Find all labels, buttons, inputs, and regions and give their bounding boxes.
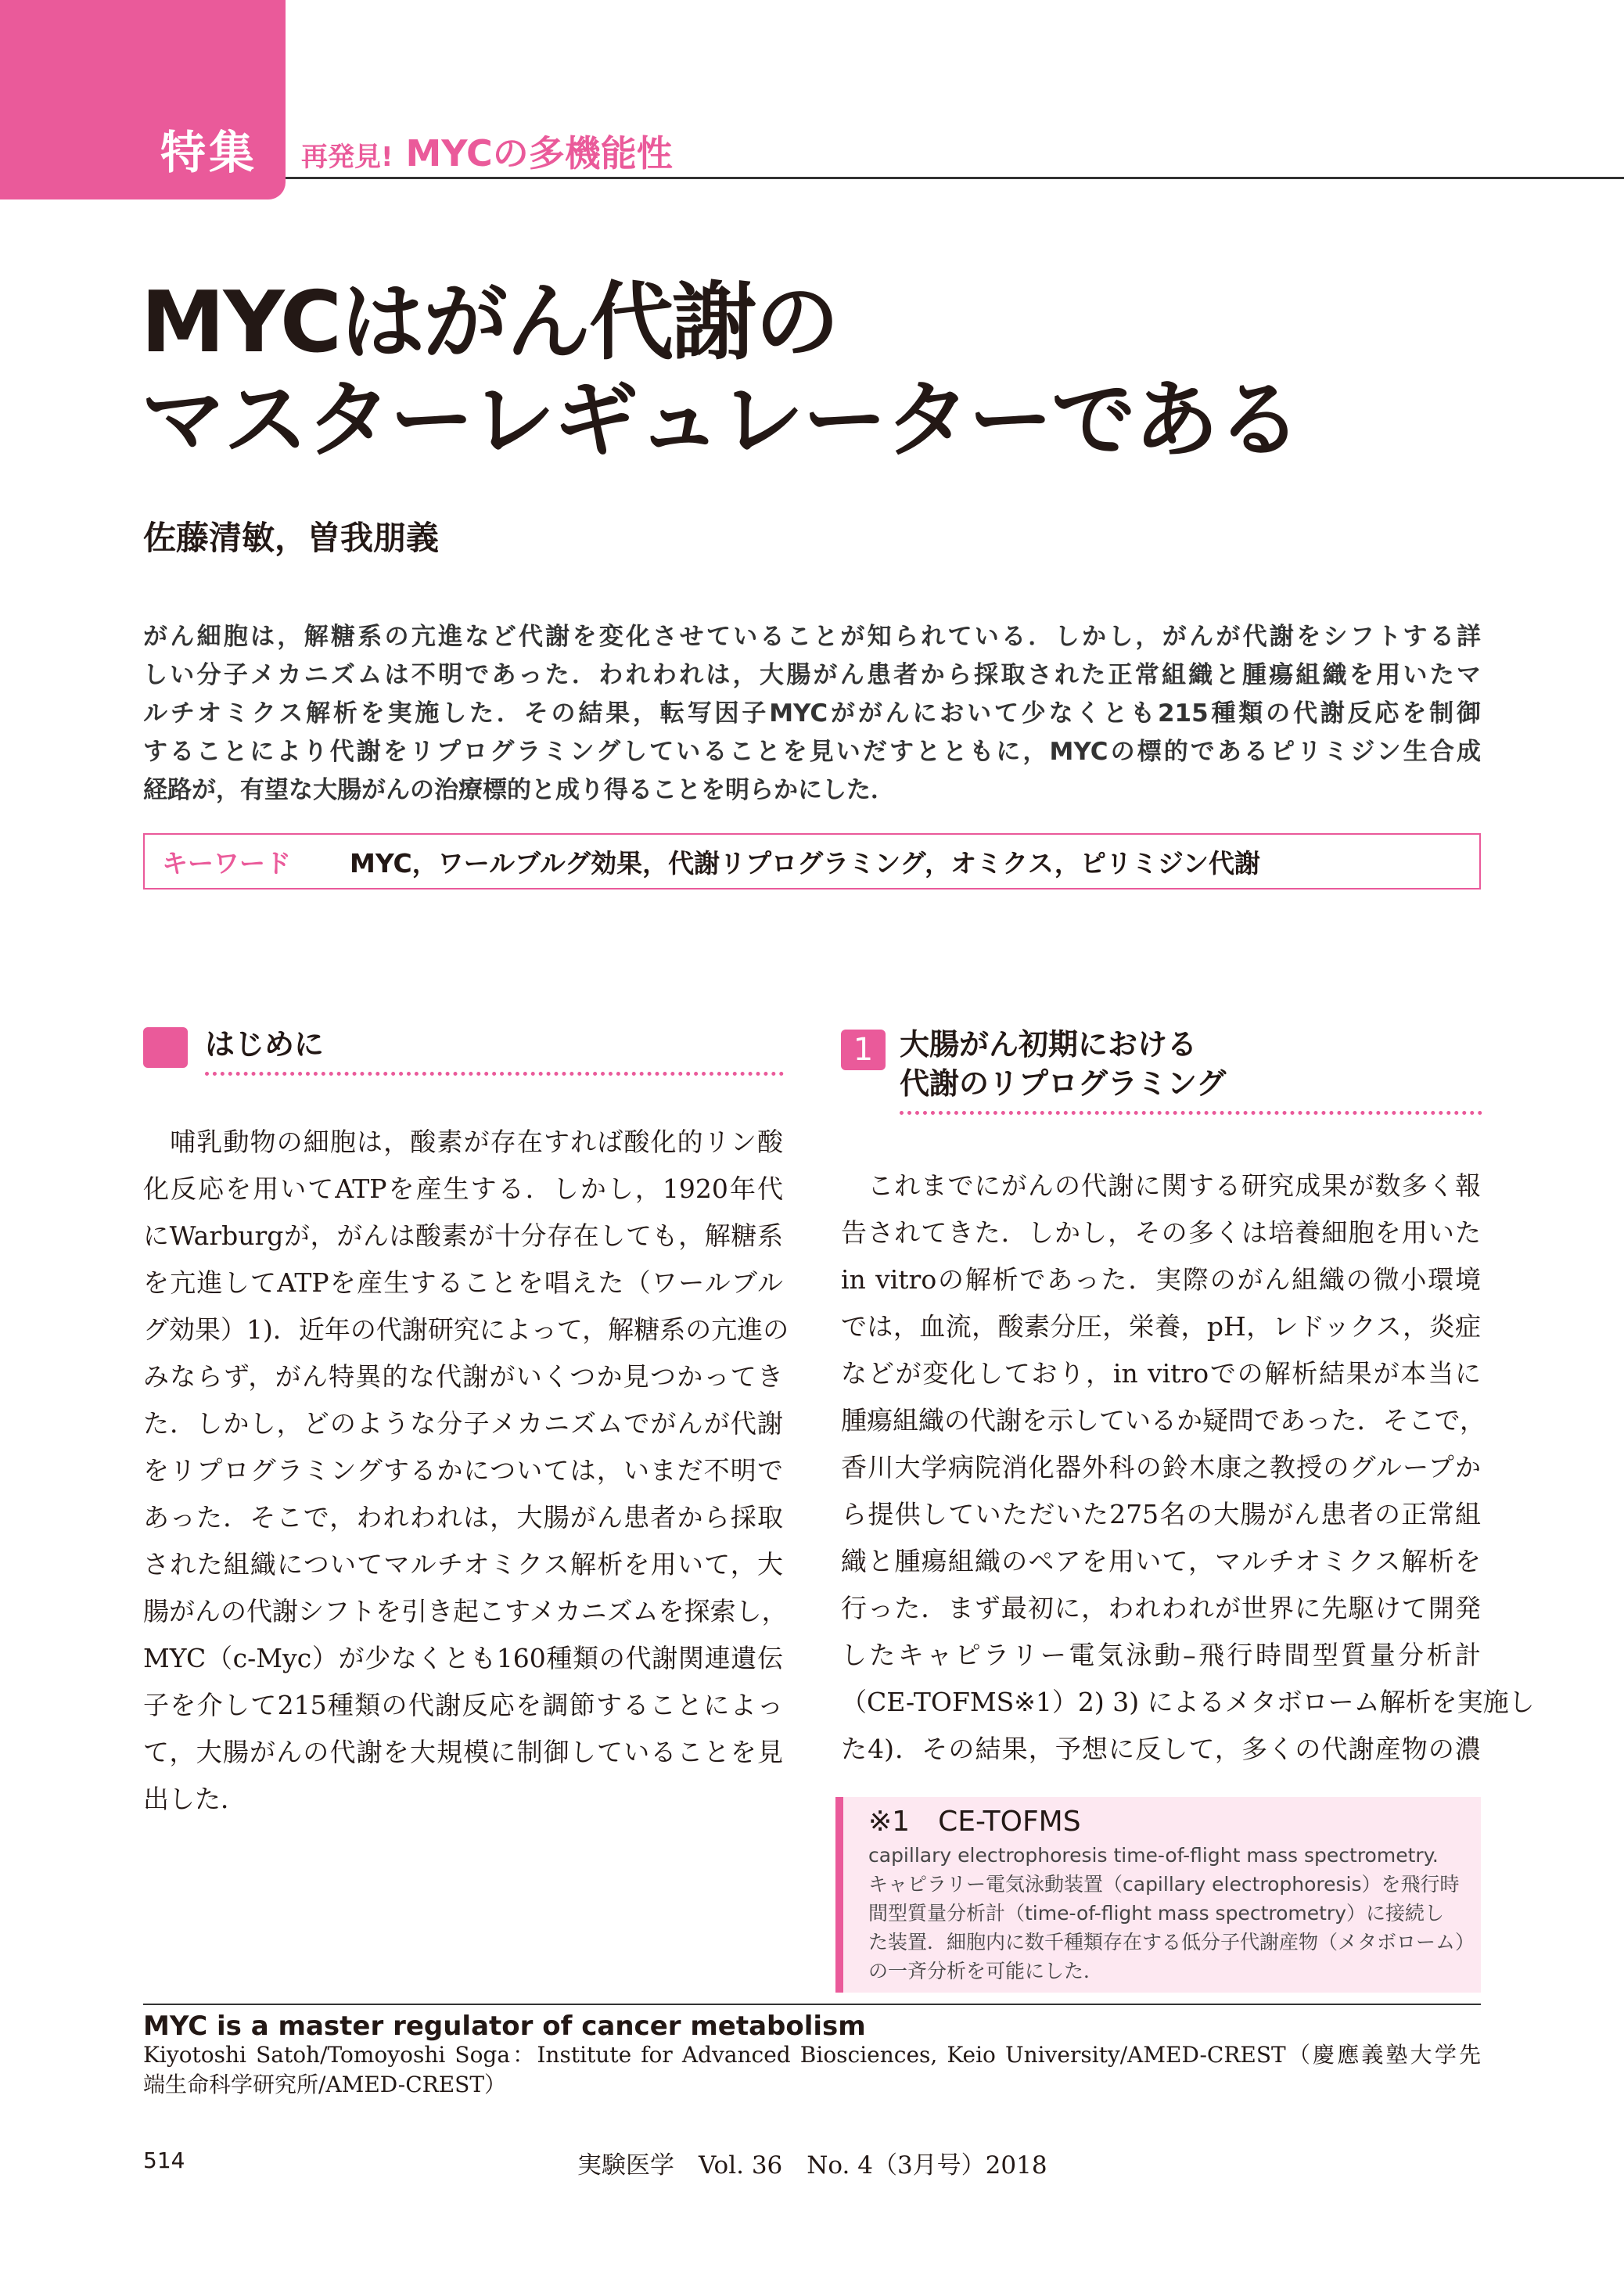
keywords-label: キーワード (162, 847, 291, 879)
body-line: では，血流，酸素分圧，栄養，pH，レドックス，炎症 (841, 1311, 1481, 1342)
footnote-line: 間型質量分析計（time-of-flight mass spectrometry）に接続し (868, 1902, 1444, 1925)
body-line: これまでにがんの代謝に関する研究成果が数多く報 (841, 1170, 1481, 1201)
body-line: グ効果）1)．近年の代謝研究によって，解糖系の亢進の (143, 1314, 789, 1345)
body-line: 化反応を用いてATPを産生する．しかし，1920年代 (143, 1173, 783, 1204)
left-column-text (143, 1119, 789, 1823)
section-heading (900, 1025, 1226, 1103)
footnote-line: capillary electrophoresis time-of-flight mass spectrometry. (868, 1844, 1439, 1867)
abstract-line: することにより代謝をリプログラミングしていることを見いだすとともに，MYCの標的であるピリミジン生合成 (143, 738, 1481, 766)
body-line: た．しかし，どのような分子メカニズムでがんが代謝 (143, 1408, 783, 1439)
body-line: ら提供していただいた275名の大腸がん患者の正常組 (841, 1499, 1481, 1529)
body-line: みならず，がん特異的な代謝がいくつか見つかってき (143, 1361, 783, 1392)
english-title: MYC is a master regulator of cancer metabolism (143, 2011, 866, 2042)
body-line: を亢進してATPを産生することを唱えた（ワールブル (143, 1267, 783, 1298)
heading-underline (900, 1111, 1482, 1115)
abstract-line: がん細胞は，解糖系の亢進など代謝を変化させていることが知られている．しかし，がんが代謝をシフトする詳 (143, 623, 1481, 651)
authors: 佐藤清敏，曽我朋義 (143, 519, 440, 557)
body-line: にWarburgが，がんは酸素が十分存在しても，解糖系 (143, 1220, 783, 1251)
keywords-text: MYC，ワールブルグ効果，代謝リプログラミング，オミクス，ピリミジン代謝 (350, 847, 1260, 879)
right-column-text (841, 1163, 1535, 1773)
footnote-line: の一斉分析を可能にした． (868, 1960, 1104, 1982)
body-line: た4)．その結果，予想に反して，多くの代謝産物の濃 (841, 1734, 1481, 1764)
affiliation-line: 端生命科学研究所/AMED-CREST） (143, 2072, 506, 2097)
body-line: MYC（c-Myc）が少なくとも160種類の代謝関連遺伝 (143, 1643, 783, 1673)
abstract-line: 経路が，有望な大腸がんの治療標的と成り得ることを明らかにした． (143, 776, 895, 804)
body-line: て，大腸がんの代謝を大規模に制御していることを見 (143, 1737, 783, 1767)
title-line: MYCはがん代謝の (141, 274, 839, 372)
section-heading: はじめに (205, 1027, 325, 1062)
divider (143, 2004, 1481, 2005)
body-line: 香川大学病院消化器外科の鈴木康之教授のグループか (841, 1452, 1481, 1483)
affiliation (143, 2040, 1481, 2100)
footnote-box (835, 1797, 1481, 1993)
footnote-line: た装置．細胞内に数千種類存在する低分子代謝産物（メタボローム） (868, 1931, 1475, 1953)
body-line: 告されてきた．しかし，その多くは培養細胞を用いた (841, 1217, 1481, 1248)
section-marker (143, 1027, 188, 1068)
body-line: 出した． (143, 1784, 246, 1814)
feature-label: 特集 (160, 126, 258, 179)
series-prefix: 再発見! (301, 142, 393, 173)
heading-underline (205, 1072, 784, 1076)
section-number: 1 (841, 1030, 886, 1070)
body-line: 行った．まず最初に，われわれが世界に先駆けて開発 (841, 1593, 1481, 1623)
footnote-body (868, 1841, 1481, 1986)
journal-info: 実験医学 Vol. 36 No. 4（3月号）2018 (577, 2151, 1047, 2180)
abstract-line: しい分子メカニズムは不明であった．われわれは，大腸がん患者から採取された正常組織と腫瘍組織を用いたマ (143, 661, 1481, 689)
series-title (301, 125, 673, 177)
heading-line: 代謝のリプログラミング (900, 1066, 1227, 1101)
body-line: 織と腫瘍組織のペアを用いて，マルチオミクス解析を (841, 1546, 1481, 1576)
body-line: in vitroの解析であった．実際のがん組織の微小環境 (841, 1264, 1481, 1295)
body-line: 子を介して215種類の代謝反応を調節することによっ (143, 1690, 783, 1720)
body-line: （CE-TOFMS※1）2) 3) によるメタボローム解析を実施し (841, 1687, 1535, 1717)
article-title (141, 274, 1300, 469)
abstract (143, 618, 1481, 810)
abstract-line: ルチオミクス解析を実施した．その結果，転写因子MYCががんにおいて少なくとも215種類の代謝反応を制御 (143, 699, 1481, 728)
body-line: 腸がんの代謝シフトを引き起こすメカニズムを探索し， (143, 1596, 788, 1626)
body-line: 哺乳動物の細胞は，酸素が存在すれば酸化的リン酸 (143, 1127, 783, 1157)
heading-line: 大腸がん初期における (900, 1027, 1198, 1062)
affiliation-line: Kiyotoshi Satoh/Tomoyoshi Soga：Institute for Advanced Biosciences, Keio University/AMED-CREST（慶應義塾大学先 (143, 2042, 1481, 2068)
body-line: したキャピラリー電気泳動–飛行時間型質量分析計 (841, 1640, 1481, 1670)
page-number: 514 (143, 2147, 185, 2173)
body-line: あった．そこで，われわれは，大腸がん患者から採取 (143, 1502, 783, 1533)
series-name: MYCの多機能性 (405, 132, 673, 174)
header-rule (286, 177, 1624, 179)
body-line: などが変化しており，in vitroでの解析結果が本当に (841, 1358, 1481, 1389)
body-line: をリプログラミングするかについては，いまだ不明で (143, 1455, 783, 1486)
footnote-heading: ※1 CE-TOFMS (868, 1806, 1081, 1838)
body-line: された組織についてマルチオミクス解析を用いて，大 (143, 1549, 783, 1580)
title-line: マスターレギュレーターである (141, 372, 1300, 469)
body-line: 腫瘍組織の代謝を示しているか疑問であった．そこで， (841, 1405, 1486, 1436)
footnote-line: キャピラリー電気泳動装置（capillary electrophoresis）を飛行時 (868, 1873, 1460, 1896)
keywords-box (143, 833, 1481, 890)
